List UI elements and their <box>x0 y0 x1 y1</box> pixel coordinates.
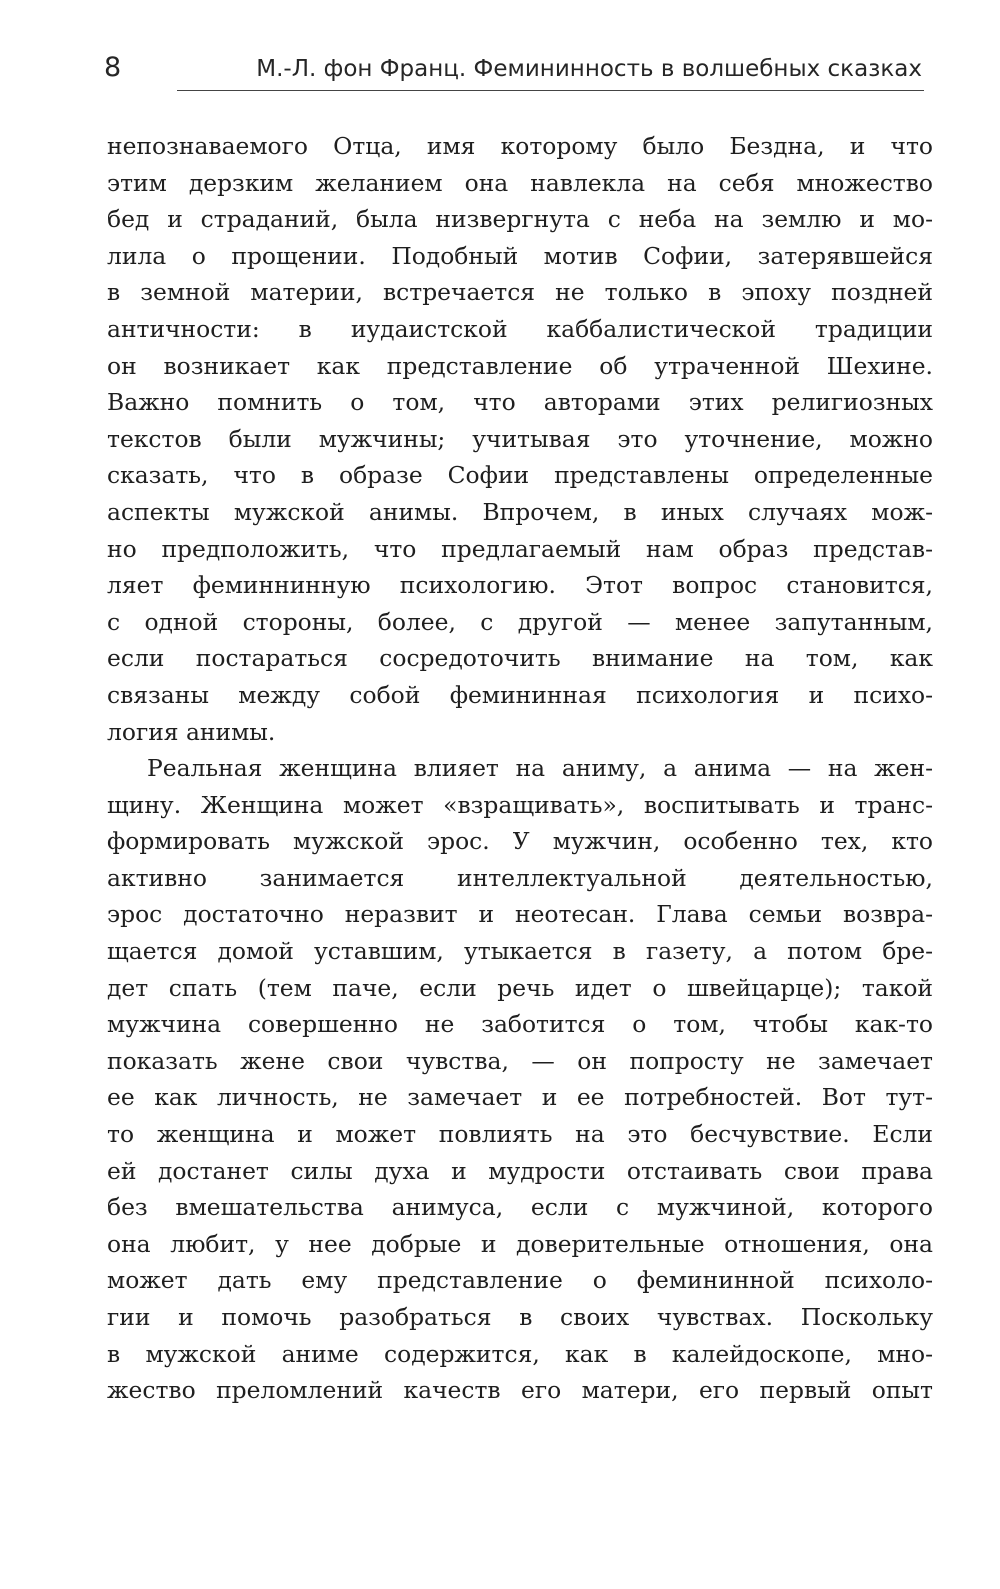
text-line: щается домой уставшим, утыкается в газету, а потом бре- <box>107 937 933 966</box>
text-line: лила о прощении. Подобный мотив Софии, затерявшейся <box>107 241 933 270</box>
header-rule <box>177 90 924 91</box>
text-line: формировать мужской эрос. У мужчин, особенно тех, кто <box>107 827 933 856</box>
text-line: но предположить, что предлагаемый нам образ представ- <box>107 534 933 563</box>
text-line: дет спать (тем паче, если речь идет о швейцарце); такой <box>107 973 933 1002</box>
text-line: аспекты мужской анимы. Впрочем, в иных случаях мож- <box>107 497 933 526</box>
text-line: она любит, у нее добрые и доверительные отношения, она <box>107 1229 933 1258</box>
text-line: гии и помочь разобраться в своих чувствах. Поскольку <box>107 1303 933 1331</box>
text-line: ее как личность, не замечает и ее потребностей. Вот тут- <box>107 1083 933 1112</box>
text-line: показать жене свои чувства, — он попросту не замечает <box>107 1046 933 1075</box>
text-line: сказать, что в образе Софии представлены определенные <box>107 461 933 490</box>
text-line: бед и страданий, была низвергнута с неба на землю и мо- <box>107 205 933 234</box>
text-line: текстов были мужчины; учитывая это уточнение, можно <box>107 424 933 453</box>
text-line: ляет феминнинную психологию. Этот вопрос становится, <box>107 571 933 600</box>
text-line: непознаваемого Отца, имя которому было Бездна, и что <box>107 132 933 160</box>
text-line: может дать ему представление о фемининной психоло- <box>107 1266 933 1295</box>
text-line: он возникает как представление об утраченной Шехине. <box>107 351 933 380</box>
text-line: логия анимы. <box>107 717 276 746</box>
text-line: античности: в иудаистской каббалистической традиции <box>107 314 933 343</box>
text-line: Реальная женщина влияет на аниму, а анима — на жен- <box>147 754 933 783</box>
text-line: то женщина и может повлиять на это бесчувствие. Если <box>107 1120 933 1149</box>
text-line: Важно помнить о том, что авторами этих религиозных <box>107 388 933 417</box>
text-line: в земной материи, встречается не только в эпоху поздней <box>107 278 933 307</box>
text-line: мужчина совершенно не заботится о том, чтобы как-то <box>107 1010 933 1039</box>
body-text <box>107 128 933 1409</box>
page-number: 8 <box>104 52 122 83</box>
paragraph-1 <box>107 128 933 750</box>
text-line: с одной стороны, более, с другой — менее запутанным, <box>107 607 933 636</box>
text-line: ей достанет силы духа и мудрости отстаивать свои права <box>107 1156 933 1185</box>
text-line: жество преломлений качеств его матери, его первый опыт <box>107 1376 933 1405</box>
text-line: этим дерзким желанием она навлекла на себя множество <box>107 168 933 197</box>
text-line: связаны между собой фемининная психология и психо- <box>107 680 933 709</box>
text-line: активно занимается интеллектуальной деятельностью, <box>107 863 933 892</box>
text-line: эрос достаточно неразвит и неотесан. Глава семьи возвра- <box>107 900 933 929</box>
paragraph-2 <box>107 750 933 1409</box>
text-line: в мужской аниме содержится, как в калейдоскопе, мно- <box>107 1339 933 1368</box>
text-line: без вмешательства анимуса, если с мужчиной, которого <box>107 1193 933 1222</box>
text-line: если постараться сосредоточить внимание на том, как <box>107 644 933 673</box>
running-title: М.-Л. фон Франц. Фемининность в волшебных сказках <box>256 56 922 82</box>
text-line: щину. Женщина может «взращивать», воспитывать и транс- <box>107 790 933 819</box>
